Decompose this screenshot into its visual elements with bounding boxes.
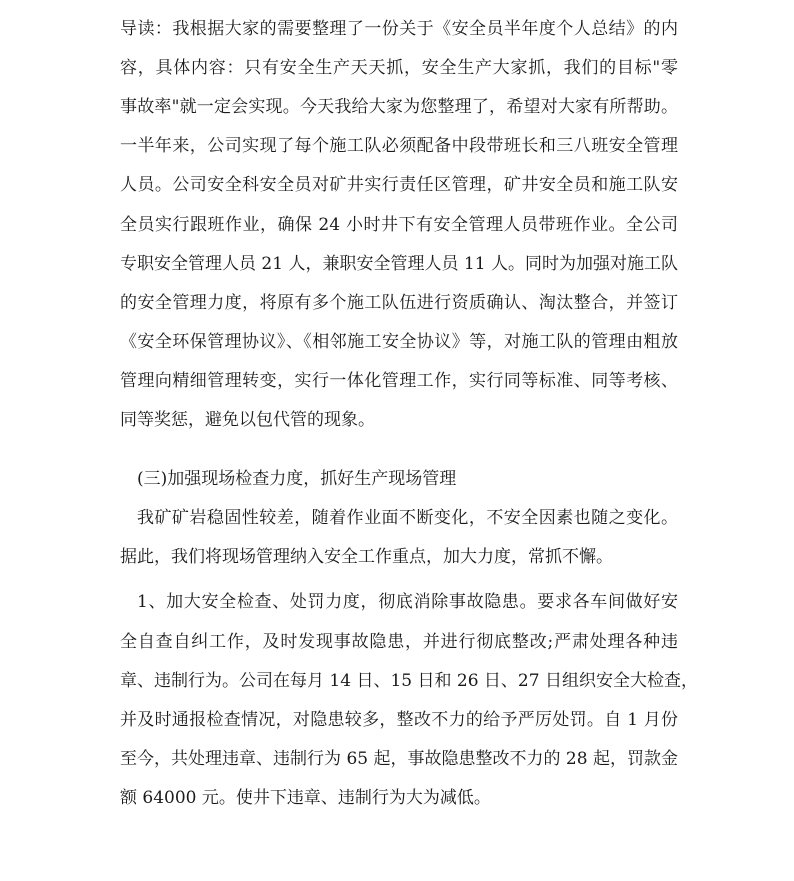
text-line: 容，具体内容：只有安全生产天天抓，安全生产大家抓，我们的目标"零 <box>120 58 678 78</box>
text-line: 事故率"就一定会实现。今天我给大家为您整理了，希望对大家有所帮助。 <box>120 97 678 117</box>
text-line: 导读：我根据大家的需要整理了一份关于《安全员半年度个人总结》的内 <box>120 19 678 39</box>
text-line: 《安全环保管理协议》、《相邻施工安全协议》等，对施工队的管理由粗放 <box>120 332 678 352</box>
text-line: 至今，共处理违章、违制行为 65 起，事故隐患整改不力的 28 起，罚款金 <box>120 749 678 769</box>
text-line: 并及时通报检查情况，对隐患较多，整改不力的给予严厉处罚。自 1 月份 <box>120 710 678 730</box>
text-line: 1、加大安全检查、处罚力度，彻底消除事故隐患。要求各车间做好安 <box>137 592 678 612</box>
text-line: (三)加强现场检查力度，抓好生产现场管理 <box>137 469 457 489</box>
text-line: 人员。公司安全科安全员对矿井实行责任区管理，矿井安全员和施工队安 <box>120 175 678 195</box>
text-line: 我矿矿岩稳固性较差，随着作业面不断变化，不安全因素也随之变化。 <box>137 508 678 528</box>
text-line: 额 64000 元。使井下违章、违制行为大为减低。 <box>120 788 491 808</box>
text-line: 同等奖惩，避免以包代管的现象。 <box>120 410 375 430</box>
text-line: 章、违制行为。公司在每月 14 日、15 日和 26 日、27 日组织安全大检查， <box>120 671 698 691</box>
text-line: 据此，我们将现场管理纳入安全工作重点，加大力度，常抓不懈。 <box>120 547 613 567</box>
text-line: 管理向精细管理转变，实行一体化管理工作，实行同等标准、同等考核、 <box>120 371 678 391</box>
text-line: 全员实行跟班作业，确保 24 小时井下有安全管理人员带班作业。全公司 <box>120 215 678 235</box>
text-line: 的安全管理力度，将原有多个施工队伍进行资质确认、淘汰整合，并签订 <box>120 293 678 313</box>
text-line: 专职安全管理人员 21 人，兼职安全管理人员 11 人。同时为加强对施工队 <box>120 254 678 274</box>
text-line: 一半年来，公司实现了每个施工队必须配备中段带班长和三八班安全管理 <box>120 136 678 156</box>
text-line: 全自查自纠工作，及时发现事故隐患，并进行彻底整改;严肃处理各种违 <box>120 632 678 652</box>
